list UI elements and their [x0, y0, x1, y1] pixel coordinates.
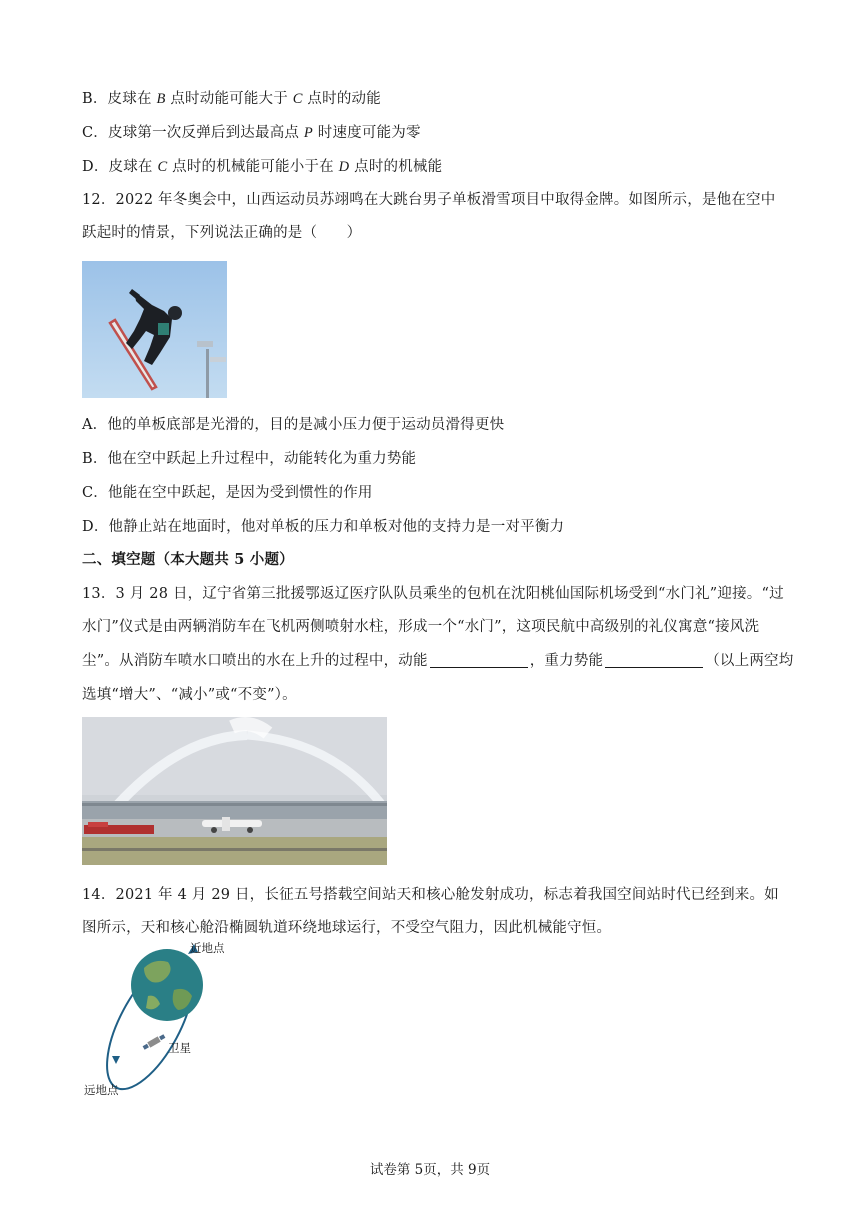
q13-line2: 水门”仪式是由两辆消防车在飞机两侧喷射水柱，形成一个“水门”，这项民航中高级别的礼仪寓意“接风洗	[82, 619, 760, 635]
perigee-label: 近地点	[190, 941, 225, 955]
q12-stem-line2: 跃起时的情景，下列说法正确的是（ ）	[82, 225, 362, 241]
orbit-diagram	[82, 938, 242, 1098]
snowboarder-photo	[82, 261, 227, 398]
q14-line2: 图所示，天和核心舱沿椭圆轨道环绕地球运行，不受空气阻力，因此机械能守恒。	[82, 920, 612, 936]
q11-option-c: C．皮球第一次反弹后到达最高点 P 时速度可能为零	[82, 125, 421, 141]
page-footer: 试卷第 5页，共 9页	[369, 1162, 491, 1178]
answer-blank-potential[interactable]	[605, 653, 703, 668]
apogee-label: 远地点	[84, 1083, 119, 1097]
q12-option-c: C．他能在空中跃起，是因为受到惯性的作用	[82, 485, 373, 501]
satellite-label: 卫星	[168, 1041, 191, 1055]
q11-option-b: B．皮球在 B 点时动能可能大于 C 点时的动能	[82, 91, 381, 107]
q13-line1: 13．3 月 28 日，辽宁省第三批援鄂返辽医疗队队员乘坐的包机在沈阳桃仙国际机场受到“水门礼”迎接。“过	[82, 586, 784, 602]
answer-blank-kinetic[interactable]	[430, 653, 528, 668]
q14-line1: 14．2021 年 4 月 29 日，长征五号搭载空间站天和核心舱发射成功，标志着我国空间站时代已经到来。如	[82, 887, 779, 903]
q12-option-a: A．他的单板底部是光滑的，目的是减小压力便于运动员滑得更快	[82, 417, 505, 433]
q11-option-d: D．皮球在 C 点时的机械能可能小于在 D 点时的机械能	[82, 159, 443, 175]
q13-line3: 尘”。从消防车喷水口喷出的水在上升的过程中，动能 ，重力势能 （以上两空均	[82, 653, 794, 669]
section-heading: 二、填空题（本大题共 5 小题）	[82, 551, 294, 568]
q12-option-d: D．他静止站在地面时，他对单板的压力和单板对他的支持力是一对平衡力	[82, 519, 565, 535]
water-salute-photo	[82, 717, 387, 865]
q12-stem-line1: 12．2022 年冬奥会中，山西运动员苏翊鸣在大跳台男子单板滑雪项目中取得金牌。如图所示，是他在空中	[82, 192, 776, 208]
q12-option-b: B．他在空中跃起上升过程中，动能转化为重力势能	[82, 451, 417, 467]
q13-line4: 选填“增大”、“减小”或“不变”）。	[82, 687, 297, 703]
